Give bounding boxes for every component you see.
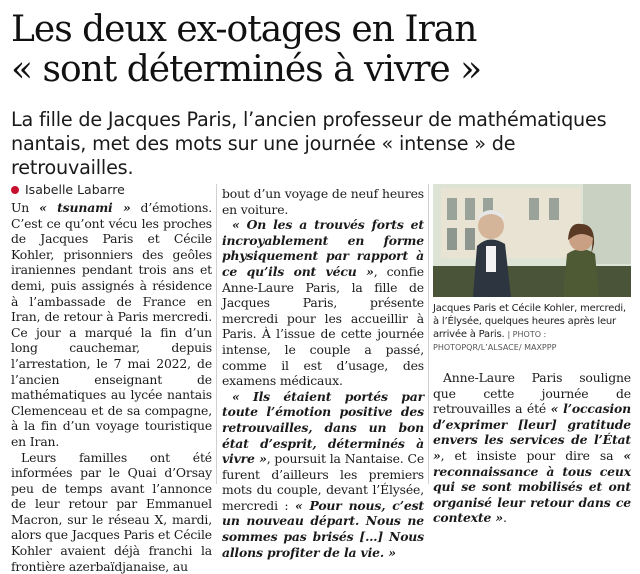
quote: « reconnaissance à tous ceux qui se sont mobilisés et ont organisé leur retour dans ce contexte » xyxy=(433,448,631,525)
elysee-photo-illustration xyxy=(433,184,631,297)
photo-credit: | PHOTO : PHOTOPQR/L’ALSACE/ MAXPPP xyxy=(433,330,556,352)
byline-dot-icon xyxy=(11,186,19,194)
column-divider xyxy=(428,184,429,484)
paragraph: bout d’un voyage de neuf heures en voiture. xyxy=(222,186,424,217)
article-column-1 xyxy=(11,200,212,574)
paragraph: Un « tsunami » d’émotions. C’est ce qu’ont vécu les proches de Jacques Paris et Cécile Kohler, prisonniers des geôles iraniennes pendant trois ans et demi, puis assignés à résidence à l’ambassade de France en Iran, de retour à Paris mercredi. Ce jour a marqué la fin d’un long cauchemar, depuis l’arrestation, le 7 mai 2022, de l’ancien enseignant de mathématiques au lycée nantais Clemenceau et de sa compagne, à la fin d’un voyage touristique en Iran. xyxy=(11,200,212,450)
paragraph: Anne-Laure Paris souligne que cette journée de retrouvailles a été « l’occasion d’exprimer [leur] gratitude envers les services de l’État », et insiste pour dire sa « reconnaissance à tous ceux qui se sont mobilisés et ont organisé leur retour dans ce contexte ». xyxy=(433,370,631,526)
headline xyxy=(11,10,631,90)
author-name: Isabelle Labarre xyxy=(25,182,125,197)
article-column-2 xyxy=(222,186,424,560)
standfirst: La fille de Jacques Paris, l’ancien professeur de mathématiques nantais, met des mots sur une journée « intense » de retrouvailles. xyxy=(11,108,626,180)
quote: « On les a trouvés forts et incroyablement en forme physiquement par rapport à ce qu’ils ont vécu » xyxy=(222,217,424,279)
headline-line-1: Les deux ex-otages en Iran xyxy=(11,9,476,50)
quote: « Ils étaient portés par toute l’émotion positive des retrouvailles, dans un bon état d’esprit, déterminés à vivre » xyxy=(222,389,424,466)
caption-text: Jacques Paris et Cécile Kohler, mercredi, à l’Élysée, quelques heures après leur arrivée à Paris. xyxy=(433,303,626,340)
paragraph: Leurs familles ont été informées par le Quai d’Orsay peu de temps avant l’annonce de leur retour par Emmanuel Macron, sur le réseau X, mardi, alors que Jacques Paris et Cécile Kohler avaient déjà franchi la frontière azerbaïdjanaise, au xyxy=(11,450,212,574)
quote: « l’occasion d’exprimer [leur] gratitude envers les services de l’État » xyxy=(433,401,631,463)
article-photo xyxy=(433,184,631,297)
photo-caption xyxy=(433,302,631,354)
headline-line-2: « sont déterminés à vivre » xyxy=(11,49,481,90)
byline xyxy=(11,182,125,197)
column-divider xyxy=(216,184,217,484)
article-column-3 xyxy=(433,370,631,526)
quote-tsunami: « tsunami » xyxy=(39,200,130,215)
paragraph: « On les a trouvés forts et incroyablement en forme physiquement par rapport à ce qu’ils ont vécu », confie Anne-Laure Paris, la fille de Jacques Paris, présente mercredi pour les accueillir à Paris. À l’issue de cette journée intense, le couple a passé, comme il est d’usage, des examens médicaux. xyxy=(222,217,424,389)
quote: « Pour nous, c’est un nouveau départ. Nous ne sommes pas brisés […] Nous allons profiter de la vie. » xyxy=(222,498,424,560)
paragraph: « Ils étaient portés par toute l’émotion positive des retrouvailles, dans un bon état d’esprit, déterminés à vivre », poursuit la Nantaise. Ce furent d’ailleurs les premiers mots du couple, devant l’Élysée, mercredi : « Pour nous, c’est un nouveau départ. Nous ne sommes pas brisés […] Nous allons profiter de la vie. » xyxy=(222,389,424,561)
